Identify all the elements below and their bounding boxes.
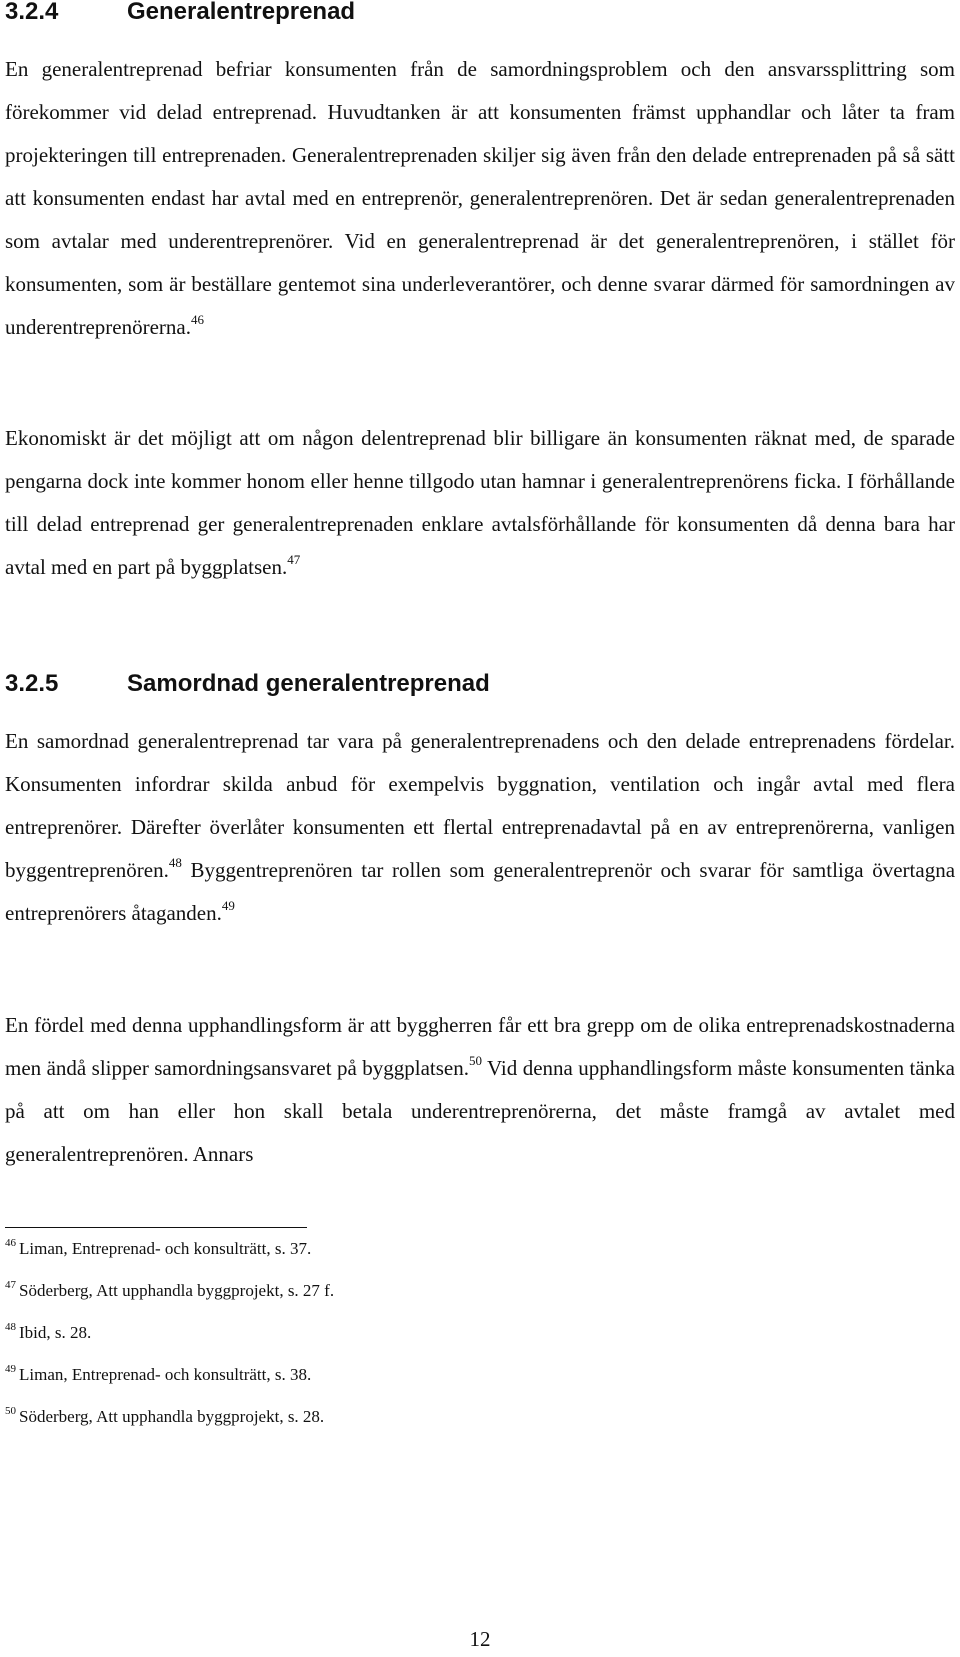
paragraph-text: En generalentreprenad befriar konsumenten från de samordningsproblem och den ansvarssplittring som förekommer vid delad entreprenad. Huvudtanken är att konsumenten främst upphandlar och låter ta fram projekteringen till entreprenaden. Generalentreprenaden skiljer sig även från den delade entreprenaden på så sätt att konsumenten endast har avtal med en entreprenör, generalentreprenören. Det är sedan generalentreprenaden som avtalar med underentreprenörer. Vid en generalentreprenad är det generalentreprenören, i stället för konsumenten, som är beställare gentemot sina underleverantörer, och denne svarar därmed för samordningen av underentreprenörerna. <box>5 57 955 339</box>
paragraph-text: En samordnad generalentreprenad tar vara på generalentreprenadens och den delade entreprenadens fördelar. Konsumenten infordrar skilda anbud för exempelvis byggnation, ventilation och ingår avtal med flera entreprenörer. Därefter överlåter konsumenten ett flertal entreprenadavtal på en av entreprenörerna, vanligen byggentreprenören. <box>5 729 955 882</box>
section-title: Samordnad generalentreprenad <box>127 670 490 697</box>
footnote-46 <box>5 1238 311 1260</box>
section-title: Generalentreprenad <box>127 0 356 25</box>
footnote-49 <box>5 1364 311 1386</box>
paragraph-samordnad <box>5 720 955 935</box>
paragraph-text: Byggentreprenören tar rollen som generalentreprenör och svarar för samtliga övertagna entreprenörers åtaganden. <box>5 858 956 925</box>
footnote-48 <box>5 1322 91 1344</box>
footnote-divider <box>5 1227 307 1228</box>
footnote-number: 48 <box>5 1321 16 1333</box>
paragraph-text: En fördel med denna upphandlingsform är att byggherren får ett bra grepp om de olika entreprenadskostnaderna men ändå slipper samordningsansvaret på byggplatsen. <box>5 1013 955 1080</box>
paragraph-ekonomiskt <box>5 417 955 589</box>
footnote-ref-48: 48 <box>168 855 182 870</box>
section-number: 3.2.4 <box>5 0 59 25</box>
paragraph-text: Ekonomiskt är det möjligt att om någon delentreprenad blir billigare än konsumenten räknat med, de sparade pengarna dock inte kommer honom eller henne tillgodo utan hamnar i generalentreprenörens ficka. I förhållande till delad entreprenad ger generalentreprenaden enklare avtalsförhållande för konsumenten då denna bara har avtal med en part på byggplatsen. <box>5 426 955 579</box>
footnote-ref-47: 47 <box>287 552 301 567</box>
footnote-text: Söderberg, Att upphandla byggprojekt, s. 27 f. <box>19 1281 335 1300</box>
footnote-number: 46 <box>5 1237 16 1249</box>
footnote-ref-46: 46 <box>190 312 204 327</box>
footnote-ref-49: 49 <box>221 898 235 913</box>
footnote-number: 50 <box>5 1405 16 1417</box>
footnote-47 <box>5 1280 334 1302</box>
paragraph-fordel <box>5 1004 955 1176</box>
section-number: 3.2.5 <box>5 670 59 697</box>
footnote-text: Liman, Entreprenad- och konsulträtt, s. 37. <box>19 1239 312 1258</box>
section-heading-3-2-4 <box>5 0 355 26</box>
footnote-text: Ibid, s. 28. <box>19 1323 92 1342</box>
footnote-number: 47 <box>5 1279 16 1291</box>
footnote-text: Liman, Entreprenad- och konsulträtt, s. 38. <box>19 1365 312 1384</box>
footnote-text: Söderberg, Att upphandla byggprojekt, s. 28. <box>19 1407 325 1426</box>
footnote-number: 49 <box>5 1363 16 1375</box>
footnote-ref-50: 50 <box>468 1053 482 1068</box>
section-heading-3-2-5 <box>5 670 490 698</box>
paragraph-generalentreprenad <box>5 48 955 349</box>
footnote-50 <box>5 1406 324 1428</box>
paragraph-text: Vid denna upphandlingsform måste konsumenten tänka på att om han eller hon skall betala underentreprenörerna, det måste framgå av avtalet med generalentreprenören. Annars <box>5 1056 956 1166</box>
page-number: 12 <box>469 1627 491 1651</box>
